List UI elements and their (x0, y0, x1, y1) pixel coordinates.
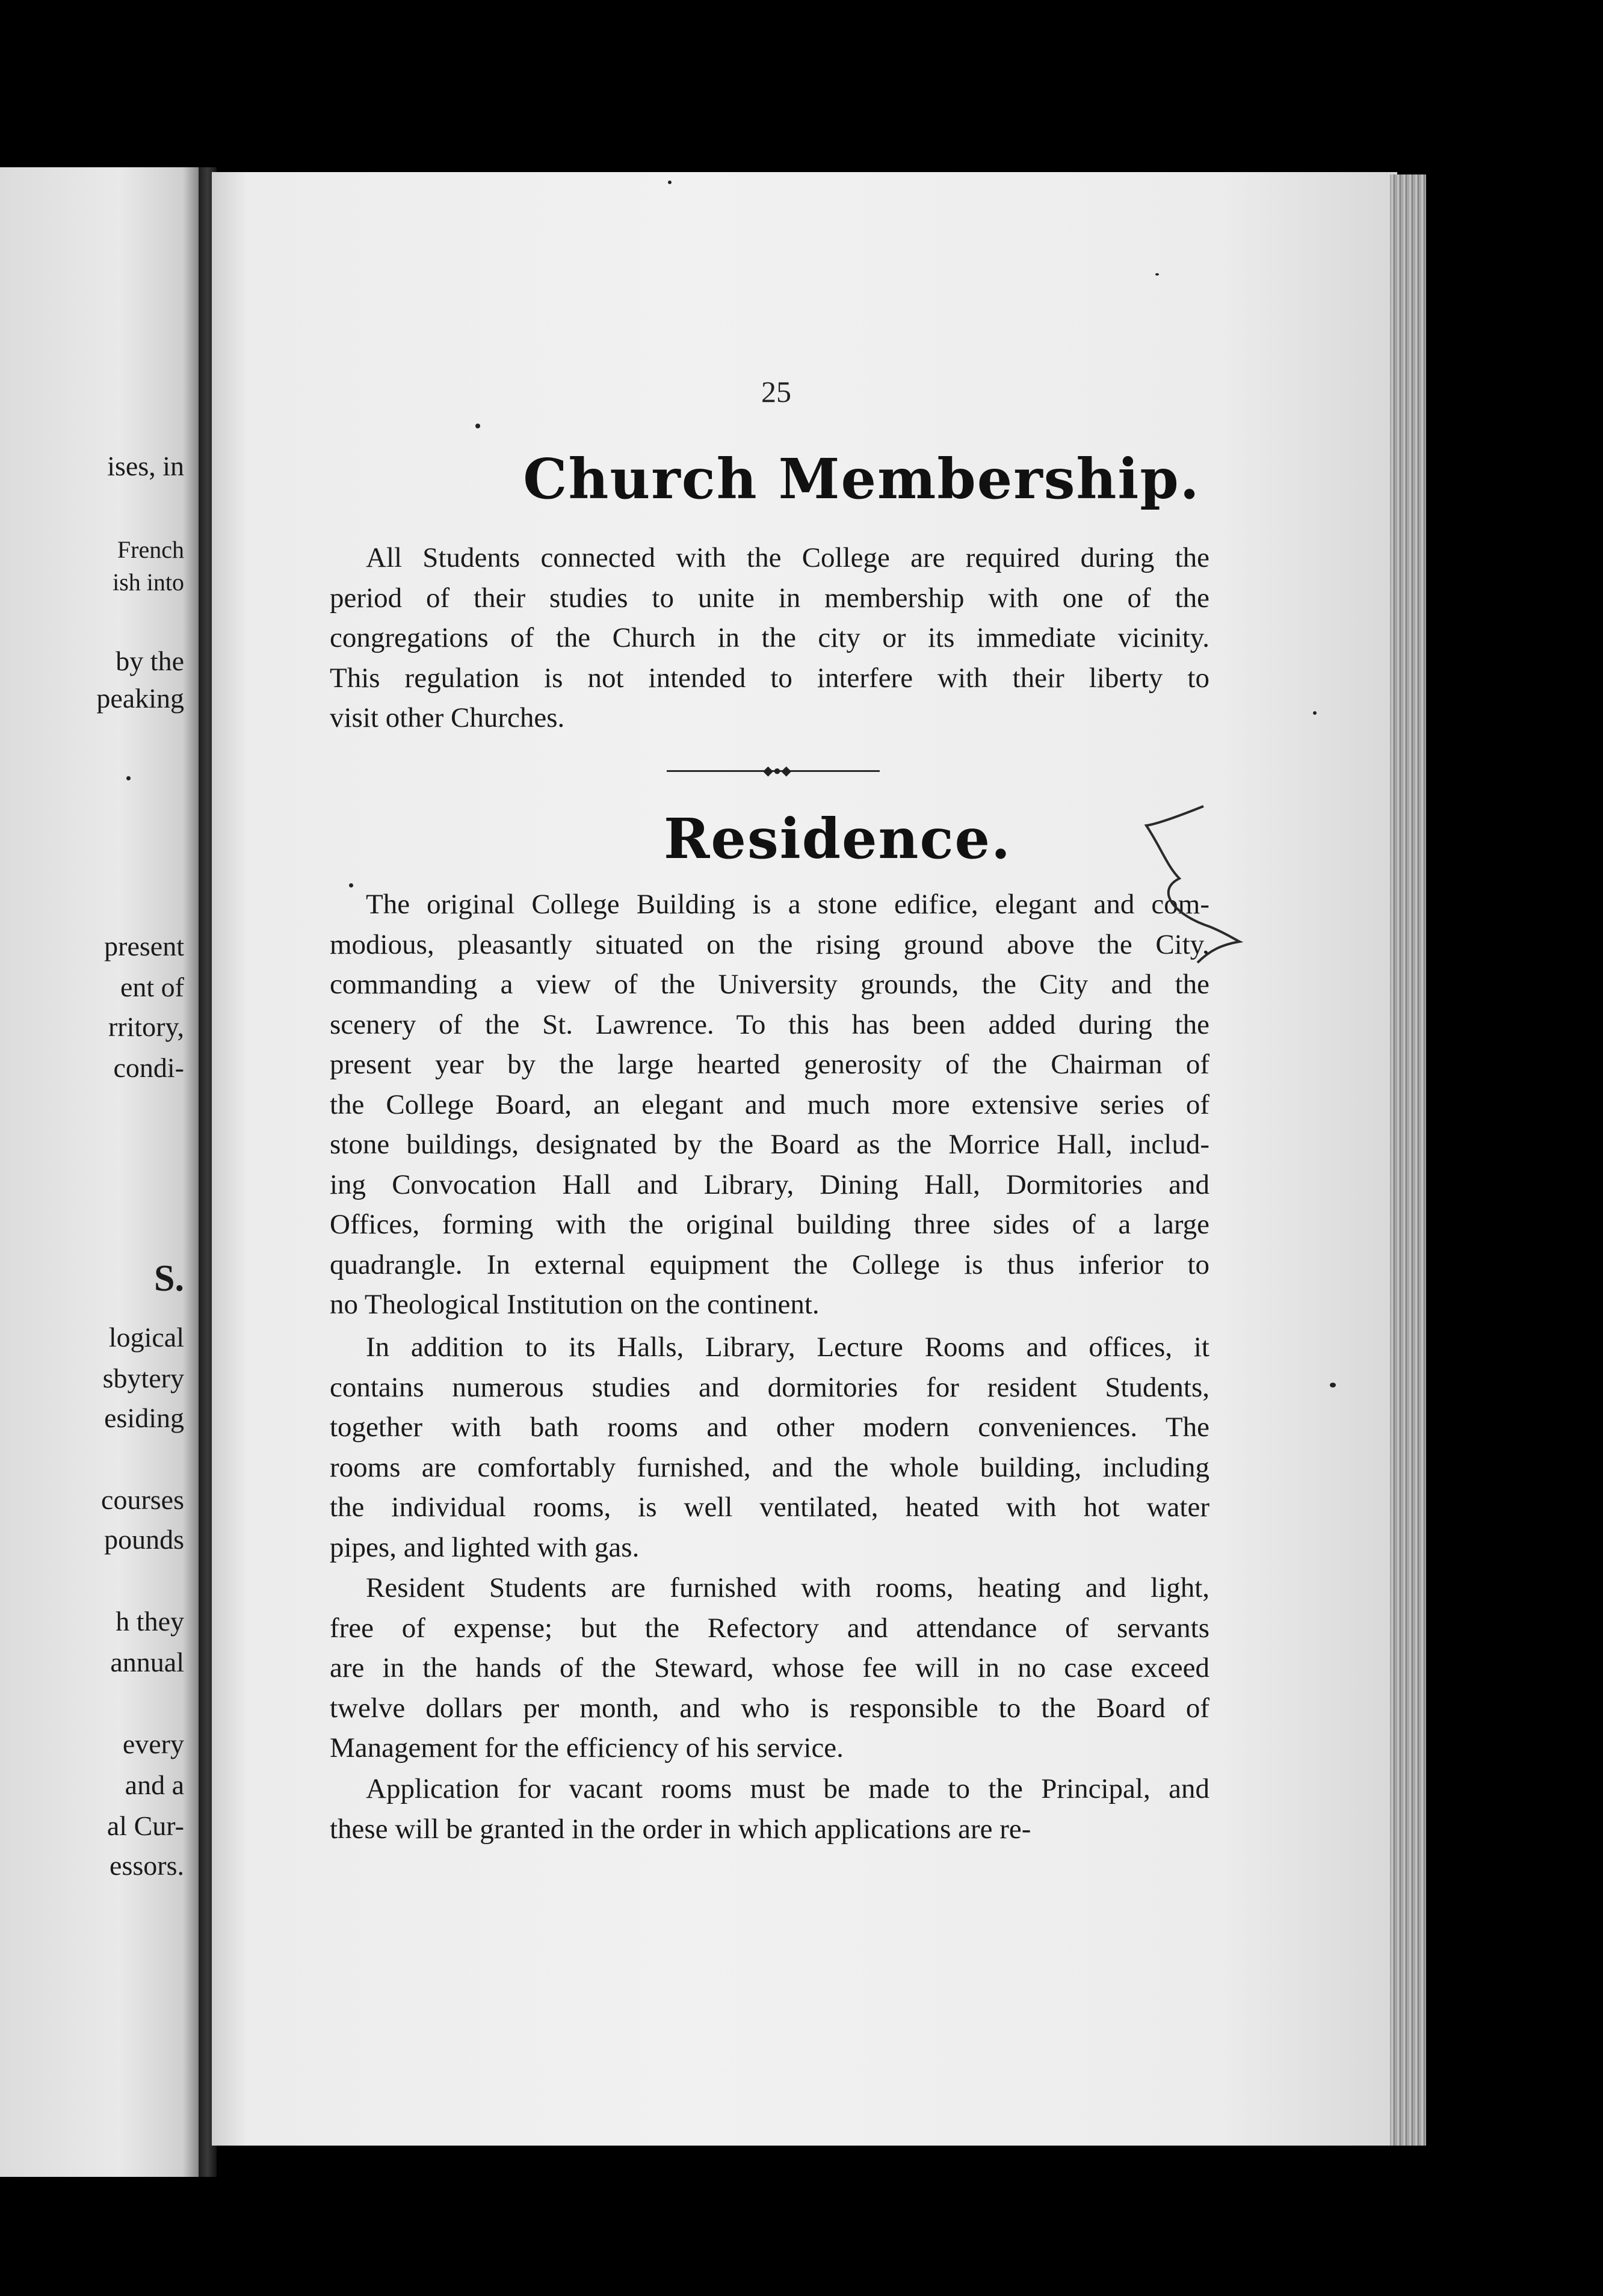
left-page-line: peaking (96, 683, 184, 714)
left-page-line: by the (116, 646, 184, 676)
paragraph-line: modious, pleasantly situated on the rising ground above the City, (330, 929, 1209, 960)
paragraph-line: period of their studies to unite in membership with one of the (330, 582, 1209, 614)
paragraph-line: present year by the large hearted generosity of the Chairman of (330, 1049, 1209, 1080)
paragraph-line: these will be granted in the order in which applications are re- (330, 1813, 1031, 1845)
paragraph-line: This regulation is not intended to interfere with their liberty to (330, 662, 1209, 694)
section-heading-church-membership: Church Membership. (523, 446, 1200, 511)
divider-ornament: ◆●◆ (763, 763, 792, 778)
paragraph-line: Application for vacant rooms must be made to the Principal, and (366, 1773, 1209, 1804)
paragraph-line: commanding a view of the University grounds, the City and the (330, 969, 1209, 1000)
left-page-line: courses (101, 1484, 184, 1515)
paragraph-line: quadrangle. In external equipment the College is thus inferior to (330, 1249, 1209, 1280)
left-page-line: h they (116, 1606, 184, 1637)
paragraph-line: the College Board, an elegant and much more extensive series of (330, 1089, 1209, 1120)
left-page-line: ent of (120, 972, 184, 1002)
paragraph-line: visit other Churches. (330, 702, 565, 733)
paragraph-line: contains numerous studies and dormitories for resident Students, (330, 1372, 1209, 1403)
left-page-line: French (117, 536, 184, 563)
paragraph-line: twelve dollars per month, and who is responsible to the Board of (330, 1693, 1209, 1724)
left-page-line: esiding (104, 1403, 184, 1433)
paragraph-line: free of expense; but the Refectory and attendance of servants (330, 1612, 1209, 1644)
page-number: 25 (761, 375, 791, 409)
left-page-line: al Cur- (107, 1810, 184, 1841)
paragraph-line: congregations of the Church in the city or its immediate vicinity. (330, 622, 1209, 653)
left-page-line: ises, in (107, 451, 184, 481)
paragraph-line: pipes, and lighted with gas. (330, 1532, 640, 1563)
left-page-line: ish into (113, 569, 184, 596)
section-heading-residence: Residence. (663, 806, 1012, 871)
paragraph-line: Management for the efficiency of his service. (330, 1732, 844, 1764)
left-page-line: present (104, 931, 184, 961)
left-page-line: and a (125, 1770, 184, 1800)
left-page-line: S. (154, 1258, 184, 1299)
paragraph-line: no Theological Institution on the continent. (330, 1289, 820, 1320)
paragraph-line: scenery of the St. Lawrence. To this has been added during the (330, 1009, 1209, 1040)
paragraph-line: together with bath rooms and other modern conveniences. The (330, 1412, 1209, 1443)
paragraph-line: the individual rooms, is well ventilated, heated with hot water (330, 1492, 1209, 1523)
paragraph-line: In addition to its Halls, Library, Lecture Rooms and offices, it (366, 1332, 1209, 1363)
paragraph-line: are in the hands of the Steward, whose fee will in no case exceed (330, 1652, 1209, 1683)
paragraph-line: Resident Students are furnished with rooms, heating and light, (366, 1572, 1209, 1603)
left-page-line: pounds (104, 1524, 184, 1555)
pen-mark-annotation (1119, 800, 1252, 969)
left-page-line: sbytery (102, 1363, 184, 1393)
paragraph-line: Offices, forming with the original building three sides of a large (330, 1209, 1209, 1240)
paragraph-line: ing Convocation Hall and Library, Dining Hall, Dormitories and (330, 1169, 1209, 1200)
left-page-line: logical (108, 1322, 184, 1353)
left-page-line: essors. (110, 1850, 184, 1881)
paragraph-line: stone buildings, designated by the Board as the Morrice Hall, includ- (330, 1129, 1209, 1160)
left-page-line: annual (110, 1647, 184, 1677)
left-page-line: rritory, (108, 1011, 184, 1042)
left-page-line: condi- (113, 1052, 184, 1083)
paragraph-line: All Students connected with the College are required during the (366, 542, 1209, 573)
paragraph-line: rooms are comfortably furnished, and the whole building, including (330, 1452, 1209, 1483)
paragraph-line: The original College Building is a stone edifice, elegant and com- (366, 889, 1209, 920)
left-page-line: every (122, 1729, 184, 1759)
